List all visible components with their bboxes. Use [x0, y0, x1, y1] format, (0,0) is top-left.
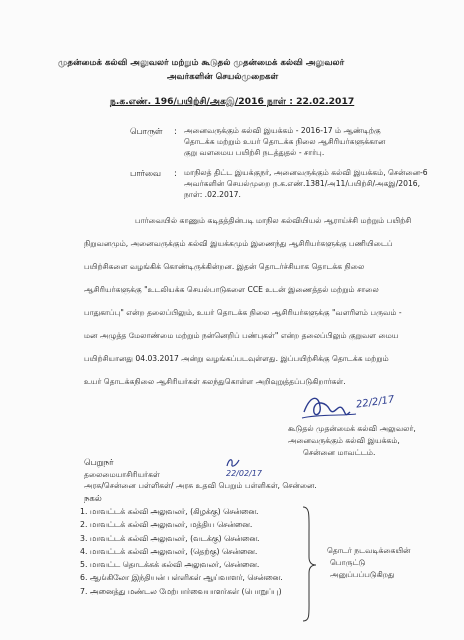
reference-colon: :: [174, 168, 177, 178]
recipients-line-2: அரசு/சென்னை பள்ளிகள்/ அரசு உதவி பெறும் பள்ளிகள், சென்னை.: [84, 481, 317, 490]
header-line-2: அவர்களின் செயல்முறைகள்: [167, 72, 279, 82]
recipients-label: பெறுநர்: [84, 457, 114, 467]
copy-item: 4. மாவட்டக் கல்வி அலுவலர், (தெற்கு) சென்னை.: [80, 546, 258, 556]
reference-line-1: மாநிலத் திட்ட இயக்குநர், அனைவருக்கும் கல்வி இயக்கம், சென்னை-6: [184, 168, 428, 177]
signatory-line-1: கூடுதல் முதன்மைக் கல்வி அலுவலர்,: [288, 424, 416, 433]
body-line-8: உயர் தொடக்கநிலை ஆசிரியர்கள் கலந்துகொள்ள அறிவுறுத்தப்படுகிறார்கள்.: [84, 377, 346, 386]
copy-item: 3. மாவட்டக் கல்வி அலுவலர், (வடக்கு) சென்னை.: [80, 533, 260, 543]
subject-line-2: தொடக்க மற்றும் உயர் தொடக்க நிலை ஆசிரியர்களுக்கான: [184, 137, 386, 146]
copy-list: [80, 505, 283, 598]
header-line-1: முதன்மைக் கல்வி அலுவலர் மற்றும் கூடுதல் முதன்மைக் கல்வி அலுவலர்: [58, 58, 345, 68]
subject-line-1: அனைவருக்கும் கல்வி இயக்கம் - 2016-17 ம் ஆண்டிற்கு: [184, 126, 381, 135]
reference-number: ந.க.எண். 196/பயிற்சி/அகஇ/2016 நாள் : 22.02.2017: [110, 96, 355, 107]
reference-line-2: அவர்களின் செயல்முறை ந.க.எண்.1381/அ11/பயிற்சி/அகஇ/2016,: [184, 179, 421, 188]
copy-note-line-2: பொருட்டு: [330, 558, 366, 567]
initial-date-handwriting: 22/02/17: [226, 469, 262, 478]
body-line-4: ஆசிரியர்களுக்கு "உடலியக்க செயல்பாடுகளை CCE உடன் இணைத்தல் மற்றும் சாலை: [84, 285, 379, 294]
copy-item: 5. மாவட்ட தொடக்கக் கல்வி அலுவலர், சென்னை.: [80, 560, 260, 570]
copy-note-line-1: தொடர் நடவடிக்கையின்: [327, 546, 411, 555]
body-line-1: பார்வையில் காணும் கடிதத்தின்படி மாநில கல்வியியல் ஆராய்ச்சி மற்றும் பயிற்சி: [135, 216, 412, 225]
signature-date-handwriting: 22/2/17: [355, 394, 396, 411]
body-line-2: நிறுவனமும், அனைவருக்கும் கல்வி இயக்கமும் இணைந்து ஆசிரியர்களுக்கு பணியிடைப்: [84, 239, 393, 248]
body-line-6: மன அழுத்த மேலாண்மை மற்றும் நன்னெறிப் பண்புகள்" என்ற தலைப்பிலும் குறுவள மைய: [84, 331, 399, 340]
copy-item: 1. மாவட்டக் கல்வி அலுவலர், (கிழக்கு) சென்னை.: [80, 507, 259, 516]
copy-item: 6. ஆங்கிலோ இந்தியன் பள்ளிகள் ஆய்வாளர், சென்னை.: [80, 573, 283, 583]
signatory-line-2: அனைவருக்கும் கல்வி இயக்கம்,: [288, 436, 400, 445]
subject-colon: :: [174, 126, 177, 136]
copy-note-line-3: அனுப்பப்படுகிறது: [330, 570, 395, 579]
copy-item: 2. மாவட்டக் கல்வி அலுவலர், மத்திய சென்னை.: [80, 520, 253, 530]
signatory-line-3: சென்னை மாவட்டம்.: [303, 448, 376, 457]
initial-scribble: [224, 456, 244, 470]
subject-label: பொருள்: [130, 126, 163, 136]
copy-item: 7. அனைத்து மண்டல மேற்பார்வையாளர்கள் (பொறுப்பு): [80, 586, 282, 596]
body-line-5: பாதுகாப்பு" என்ற தலைப்பிலும், உயர் தொடக்க நிலை ஆசிரியர்களுக்கு "வளரிளம் பருவம் -: [84, 308, 402, 317]
copy-brace: [300, 505, 318, 625]
body-line-7: பயிற்சியானது 04.03.2017 அன்று வழங்கப்படவுள்ளது. இப்பயிற்சிக்கு தொடக்க மற்றும்: [84, 354, 389, 363]
body-line-3: பயிற்சிகளை வழங்கிக் கொண்டிருக்கின்றன. இதன் தொடர்ச்சியாக தொடக்க நிலை: [84, 262, 365, 271]
copy-label: நகல்: [84, 493, 102, 503]
reference-label: பார்வை: [130, 168, 161, 178]
recipients-line-1: தலைமையாசிரியர்கள்: [84, 470, 160, 479]
subject-line-3: குறு வளமைய பயிற்சி நடத்துதல் - சார்பு.: [184, 148, 325, 157]
reference-line-3: நாள்: .02.2017.: [184, 190, 241, 199]
